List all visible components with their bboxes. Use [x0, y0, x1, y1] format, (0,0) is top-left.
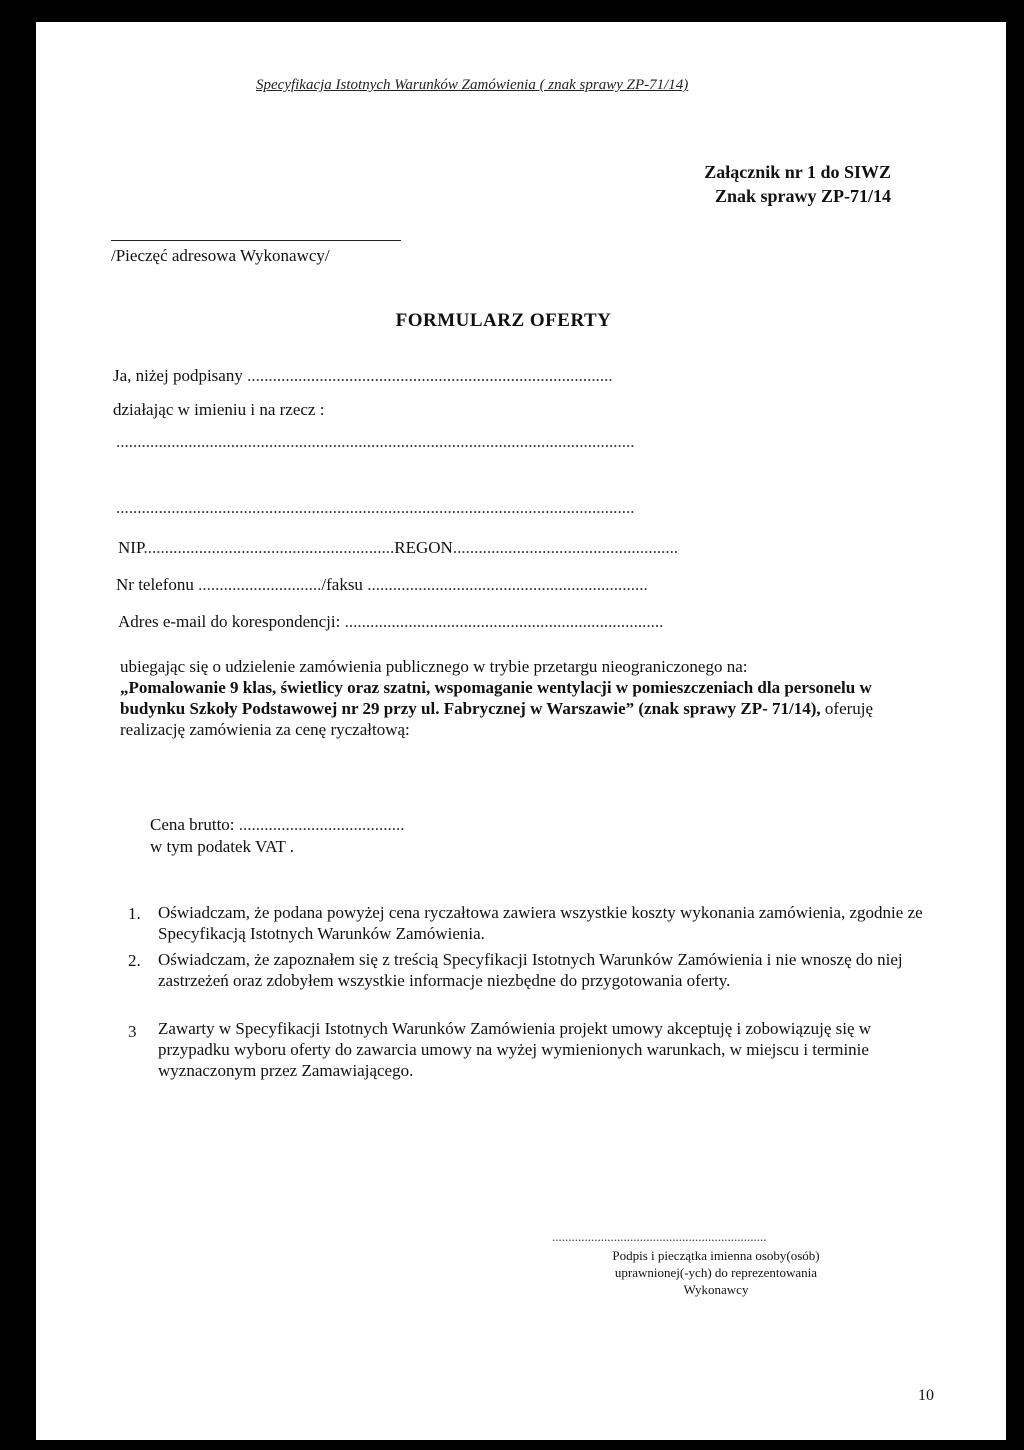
declaration-number: 2. [128, 951, 141, 970]
regon-label: REGON [394, 538, 453, 557]
blank-line-1: .......................................................................................................................... [116, 432, 635, 451]
page-number: 10 [918, 1387, 934, 1404]
regon-dots: ..................................................... [452, 538, 679, 557]
stamp-line [111, 240, 401, 241]
declaration-number: 1. [128, 904, 141, 923]
declaration-number: 3 [128, 1022, 137, 1041]
document-page [36, 22, 1006, 1440]
gross-price-field [150, 815, 405, 835]
nip-dots: ........................................................... [143, 538, 395, 557]
email-label: Adres e-mail do korespondencji: [118, 612, 341, 631]
acting-label: działając w imieniu i na rzecz : [113, 400, 325, 419]
declaration-text: Oświadczam, że podana powyżej cena ryczałtowa zawiera wszystkie koszty wykonania zamówienia, zgodnie ze Specyfikacją Istotnych Warunków Zamówienia. [158, 903, 923, 943]
nip-regon-field [118, 538, 678, 558]
signature-caption-line3: Wykonawcy [683, 1282, 749, 1297]
declaration-text: Zawarty w Specyfikacji Istotnych Warunków Zamówienia projekt umowy akceptuję i zobowiązuję się w przypadku wyboru oferty do zawarcia umowy na wyżej wymienionych warunkach, w miejscu i terminie wyznaczonym przez Zamawiającego. [158, 1019, 872, 1080]
fax-label: /faksu [321, 575, 363, 594]
signature-dots: .................................................................. [552, 1229, 767, 1244]
signature-caption-line1: Podpis i pieczątka imienna osoby(osób) [612, 1248, 820, 1263]
offer-paragraph [120, 656, 928, 740]
form-title: FORMULARZ OFERTY [395, 310, 612, 331]
declaration-text: Oświadczam, że zapoznałem się z treścią Specyfikacji Istotnych Warunków Zamówienia i nie wnoszę do niej zastrzeżeń oraz zdobyłem wszystkie informacje niezbędne do przygotowania oferty. [158, 950, 903, 990]
undersigned-dots: ...................................................................................... [247, 366, 613, 385]
undersigned-label: Ja, niżej podpisany [113, 366, 243, 385]
case-reference: Znak sprawy ZP-71/14 [714, 186, 891, 206]
fax-dots: .................................................................. [367, 575, 648, 594]
gross-price-dots: ....................................... [238, 815, 405, 834]
email-field [118, 612, 663, 632]
phone-label: Nr telefonu [116, 575, 194, 594]
offer-tail: oferuję realizację zamówienia za cenę ryczałtową: [120, 699, 874, 739]
running-header: Specyfikacja Istotnych Warunków Zamówienia ( znak sprawy ZP-71/14) [256, 77, 689, 93]
email-dots: ........................................................................... [344, 612, 664, 631]
blank-line-2: .......................................................................................................................... [116, 498, 635, 517]
vat-label: w tym podatek VAT . [150, 837, 295, 856]
offer-intro: ubiegając się o udzielenie zamówienia publicznego w trybie przetargu nieograniczonego na: [120, 657, 748, 676]
stamp-label: /Pieczęć adresowa Wykonawcy/ [111, 246, 330, 265]
phone-dots: ............................. [198, 575, 322, 594]
offer-subject: „Pomalowanie 9 klas, świetlicy oraz szatni, wspomaganie wentylacji w pomieszczeniach dla personelu w budynku Szkoły Podstawowej nr 29 przy ul. Fabrycznej w Warszawie” (znak sprawy ZP- 71/14), [120, 678, 872, 718]
signature-caption-line2: uprawnionej(-ych) do reprezentowania [614, 1265, 818, 1280]
nip-label: NIP [118, 538, 144, 557]
gross-price-label: Cena brutto: [150, 815, 235, 834]
undersigned-field [113, 366, 613, 386]
attachment-number: Załącznik nr 1 do SIWZ [704, 162, 891, 182]
phone-fax-field [116, 575, 648, 595]
